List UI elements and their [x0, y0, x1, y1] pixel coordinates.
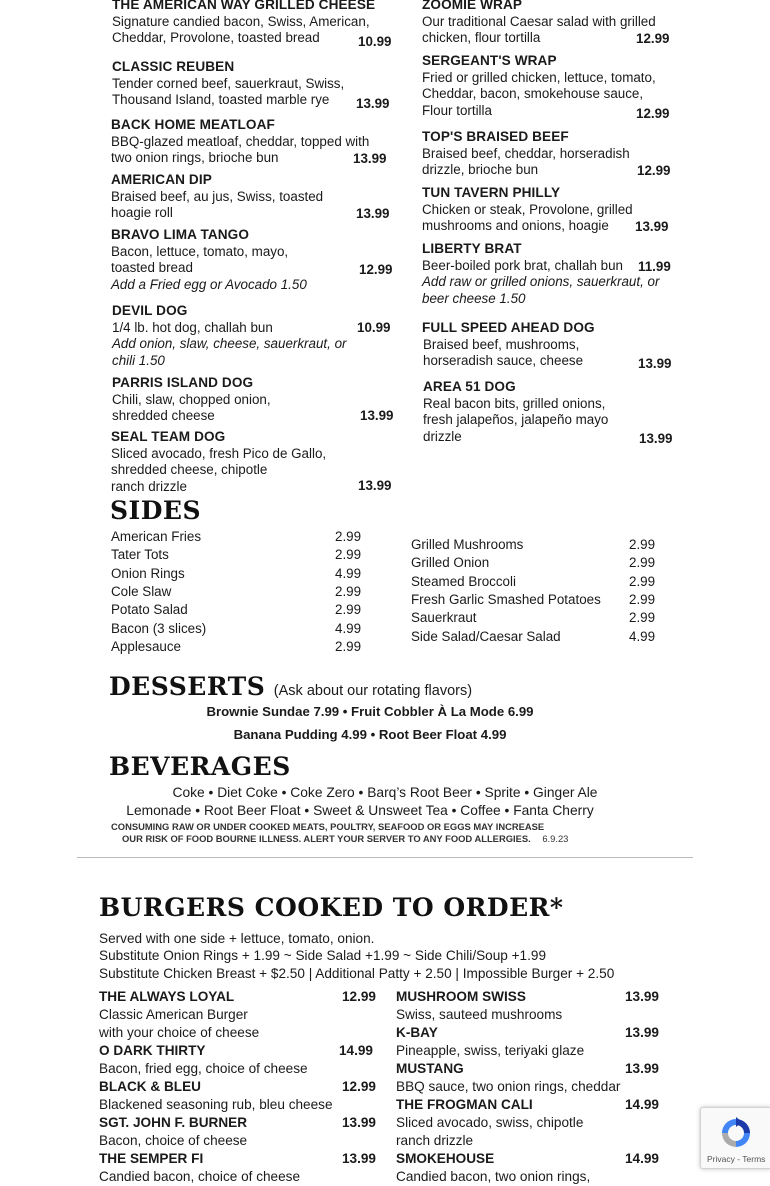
menu-item-devil-dog: DEVIL DOG 1/4 lb. hot dog, challah bun Add onion, slaw, cheese, sauerkraut, or chili 1.50 — [112, 303, 347, 368]
side-item — [411, 573, 656, 589]
burgers-info-3: Substitute Chicken Breast + $2.50 | Additional Patty + 2.50 | Impossible Burger + 2.50 — [99, 966, 615, 981]
side-name: Side Salad/Caesar Salad — [411, 628, 561, 644]
item-price: 13.99 — [353, 151, 387, 166]
burger-smokehouse: SMOKEHOUSE 14.99 Candied bacon, two onion rings, — [396, 1151, 659, 1184]
menu-item-american-way: THE AMERICAN WAY GRILLED CHEESE Signature candied bacon, Swiss, American, Cheddar, Provolone, toasted bread — [112, 0, 397, 47]
side-name: American Fries — [111, 529, 202, 544]
side-price: 4.99 — [335, 620, 362, 636]
item-price: 13.99 — [358, 478, 392, 493]
food-safety-warning-1: CONSUMING RAW OR UNDER COOKED MEATS, POULTRY, SEAFOOD OR EGGS MAY INCREASE — [111, 821, 545, 832]
burger-mushroom-swiss: MUSHROOM SWISS 13.99 Swiss, sauteed mushrooms — [396, 989, 659, 1022]
side-name: Onion Rings — [111, 565, 185, 581]
item-price: 12.99 — [637, 163, 671, 178]
item-price: 13.99 — [360, 408, 394, 423]
burger-the-always-loyal: THE ALWAYS LOYAL 12.99 Classic American Burger with your choice of cheese — [99, 989, 376, 1040]
sides-heading: SIDES — [110, 496, 202, 525]
side-item — [111, 602, 362, 618]
side-price: 2.99 — [335, 529, 362, 544]
desserts-line-1: Brownie Sundae 7.99 • Fruit Cobbler À La Mode 6.99 — [206, 704, 534, 719]
side-price: 2.99 — [629, 610, 656, 626]
desserts-subheading: (Ask about our rotating flavors) — [273, 683, 473, 699]
side-item — [111, 547, 362, 563]
item-price: 12.99 — [636, 106, 670, 121]
side-price: 4.99 — [629, 628, 656, 644]
beverages-heading: BEVERAGES — [109, 752, 291, 781]
menu-item-zoomie-wrap: ZOOMIE WRAP Our traditional Caesar salad with grilled chicken, flour tortilla — [422, 0, 656, 46]
menu-date: 6.9.23 — [542, 833, 569, 844]
side-price: 2.99 — [335, 638, 362, 654]
item-price: 13.99 — [639, 431, 673, 446]
side-price: 2.99 — [629, 537, 656, 552]
item-price: 13.99 — [638, 356, 672, 371]
side-price: 2.99 — [629, 555, 656, 571]
burgers-info-1: Served with one side + lettuce, tomato, onion. — [99, 931, 375, 946]
side-price: 4.99 — [335, 565, 362, 581]
item-price: 10.99 — [358, 34, 392, 49]
side-item — [411, 537, 656, 552]
side-price: 2.99 — [335, 602, 362, 618]
burger-black-and-bleu: BLACK & BLEU 12.99 Blackened seasoning rub, bleu cheese — [99, 1079, 376, 1112]
privacy-link[interactable]: Privacy — [707, 1154, 735, 1164]
menu-item-bravo-lima-tango: BRAVO LIMA TANGO Bacon, lettuce, tomato, mayo, toasted bread Add a Fried egg or Avocado 1.50 — [111, 227, 307, 292]
burger-the-frogman-cali: THE FROGMAN CALI 14.99 Sliced avocado, swiss, chipotle ranch drizzle — [396, 1097, 659, 1148]
burgers-heading: BURGERS COOKED TO ORDER* — [99, 893, 564, 922]
menu-item-tops-braised-beef: TOP'S BRAISED BEEF Braised beef, cheddar, horseradish drizzle, brioche bun — [422, 129, 630, 178]
beverages-line-1: Coke • Diet Coke • Coke Zero • Barq’s Root Beer • Sprite • Ginger Ale — [172, 785, 598, 800]
burgers-info-2: Substitute Onion Rings + 1.99 ~ Side Salad +1.99 ~ Side Chili/Soup +1.99 — [99, 948, 547, 963]
burger-mustang: MUSTANG 13.99 BBQ sauce, two onion rings, cheddar — [396, 1061, 659, 1094]
side-name: Potato Salad — [111, 602, 188, 618]
side-item — [411, 555, 656, 571]
side-item — [111, 583, 362, 599]
item-price: 13.99 — [356, 206, 390, 221]
side-item — [411, 628, 656, 644]
item-name: THE AMERICAN WAY GRILLED CHEESE — [112, 0, 376, 12]
beverages-line-2: Lemonade • Root Beer Float • Sweet & Unsweet Tea • Coffee • Fanta Cherry — [126, 803, 594, 818]
burger-k-bay: K-BAY 13.99 Pineapple, swiss, teriyaki glaze — [396, 1025, 659, 1058]
side-name: Steamed Broccoli — [411, 573, 516, 589]
burger-the-semper-fi: THE SEMPER FI 13.99 Candied bacon, choice of cheese — [99, 1151, 376, 1184]
side-item — [411, 610, 656, 626]
side-name: Fresh Garlic Smashed Potatoes — [411, 591, 601, 607]
item-price: 12.99 — [359, 262, 393, 277]
item-price: 11.99 — [638, 259, 671, 274]
recaptcha-badge[interactable] — [700, 1107, 770, 1169]
side-price: 2.99 — [629, 573, 656, 589]
side-item — [411, 591, 656, 607]
desserts-line-2: Banana Pudding 4.99 • Root Beer Float 4.99 — [233, 727, 507, 742]
item-price: 13.99 — [356, 96, 390, 111]
side-name: Grilled Onion — [411, 555, 490, 571]
menu-item-tun-tavern-philly: TUN TAVERN PHILLY Chicken or steak, Provolone, grilled mushrooms and onions, hoagie — [422, 185, 633, 234]
burger-o-dark-thirty: O DARK THIRTY 14.99 Bacon, fried egg, choice of cheese — [99, 1043, 373, 1076]
desserts-heading: DESSERTS — [109, 672, 266, 701]
item-price: 13.99 — [635, 219, 669, 234]
food-safety-warning-2: OUR RISK OF FOOD BOURNE ILLNESS. ALERT YOUR SERVER TO ANY FOOD ALLERGIES. 6.9.23 — [122, 833, 569, 844]
side-price: 2.99 — [629, 591, 656, 607]
side-name: Grilled Mushrooms — [411, 537, 524, 552]
side-item — [111, 529, 362, 544]
menu-item-seal-team-dog: SEAL TEAM DOG Sliced avocado, fresh Pico de Gallo, shredded cheese, chipotle ranch drizzle — [111, 429, 327, 494]
terms-link[interactable]: Terms — [742, 1154, 766, 1164]
recaptcha-links: Privacy - Terms — [707, 1154, 766, 1164]
side-name: Sauerkraut — [411, 610, 477, 626]
section-divider — [77, 857, 693, 858]
item-price: 10.99 — [357, 320, 391, 335]
side-price: 2.99 — [335, 547, 362, 563]
side-name: Cole Slaw — [111, 583, 172, 599]
menu-item-full-speed-ahead-dog: FULL SPEED AHEAD DOG Braised beef, mushrooms, horseradish sauce, cheese — [422, 320, 595, 369]
menu-item-back-home-meatloaf: BACK HOME MEATLOAF BBQ-glazed meatloaf, cheddar, topped with two onion rings, brioche bun — [111, 117, 370, 166]
side-name: Tater Tots — [111, 547, 169, 563]
side-item — [111, 565, 362, 581]
menu-item-american-dip: AMERICAN DIP Braised beef, au jus, Swiss, toasted hoagie roll — [111, 172, 324, 221]
menu-item-classic-reuben: CLASSIC REUBEN Tender corned beef, sauerkraut, Swiss, Thousand Island, toasted marble rye — [112, 59, 345, 108]
side-item — [111, 638, 362, 654]
menu-item-liberty-brat: LIBERTY BRAT Beer-boiled pork brat, challah bun Add raw or grilled onions, sauerkraut, or beer cheese 1.50 — [422, 241, 660, 306]
side-name: Applesauce — [111, 638, 181, 654]
side-name: Bacon (3 slices) — [111, 620, 207, 636]
side-item — [111, 620, 362, 636]
menu-item-area-51-dog: AREA 51 DOG Real bacon bits, grilled onions, fresh jalapeños, jalapeño mayo drizzle — [423, 379, 609, 444]
desserts-header — [109, 672, 472, 701]
recaptcha-icon — [719, 1116, 753, 1150]
item-price: 12.99 — [636, 31, 670, 46]
burger-sgt-john-f-burner: SGT. JOHN F. BURNER 13.99 Bacon, choice of cheese — [99, 1115, 376, 1148]
menu-item-sergeants-wrap: SERGEANT'S WRAP Fried or grilled chicken, lettuce, tomato, Cheddar, bacon, smokehouse sauce, Flour tortilla — [422, 53, 656, 118]
menu-item-parris-island-dog: PARRIS ISLAND DOG Chili, slaw, chopped onion, shredded cheese — [112, 375, 271, 424]
side-price: 2.99 — [335, 583, 362, 599]
